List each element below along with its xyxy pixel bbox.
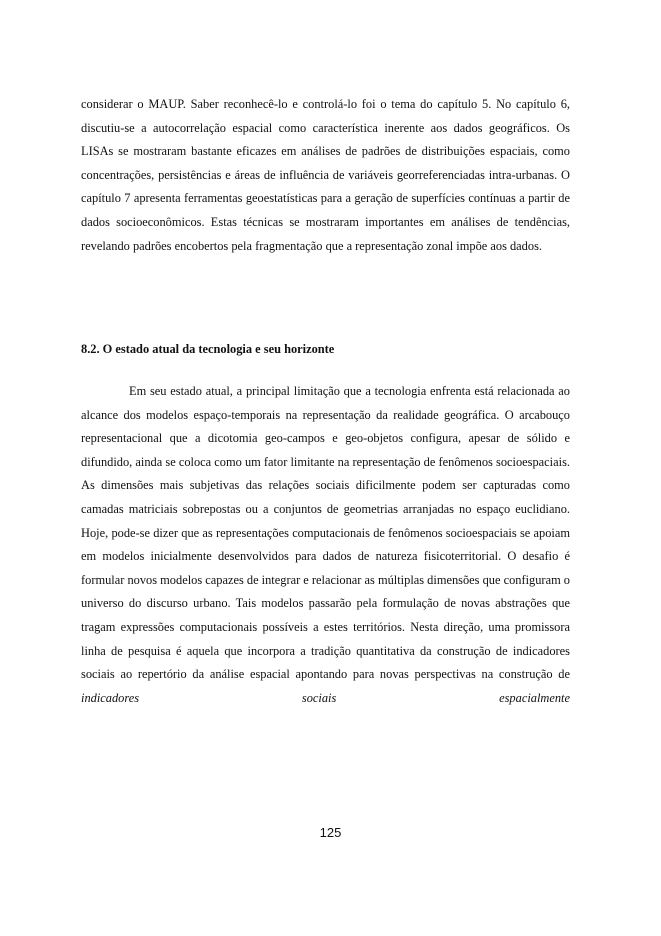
paragraph-text xyxy=(81,380,570,710)
paragraph-body: Em seu estado atual, a principal limitação que a tecnologia enfrenta está relacionada ao alcance dos modelos espaço-temporais na representação da realidade geográfica. O arcabouço representacional que a dicotomia geo-campos e geo-objetos configura, apesar de sólido e difundido, ainda se coloca como um fator limitante na representação de fenômenos socioespaciais. As dimensões mais subjetivas das relações sociais dificilmente podem ser capturadas como camadas matriciais sobrepostas ou a conjuntos de geometrias arranjadas no espaço euclidiano. Hoje, pode-se dizer que as representações computacionais de fenômenos socioespaciais se apoiam em modelos inicialmente desenvolvidos para dados de natureza fisicoterritorial. O desafio é formular novos modelos capazes de integrar e relacionar as múltiplas dimensões que configuram o universo do discurso urbano. Tais modelos passarão pela formulação de novas abstrações que tragam expressões computacionais possíveis a estes territórios. Nesta direção, uma promissora linha de pesquisa é aquela que incorpora a tradição quantitativa da construção de indicadores sociais ao repertório da análise espacial apontando para novas perspectivas na construção de xyxy=(81,384,570,682)
paragraph-chapter-summary xyxy=(81,93,570,258)
emphasized-term: indicadores sociais espacialmente xyxy=(81,690,570,705)
paragraph-text: considerar o MAUP. Saber reconhecê-lo e controlá-lo foi o tema do capítulo 5. No capítulo 6, discutiu-se a autocorrelação espacial como característica inerente aos dados geográficos. Os LISAs se mostraram bastante eficazes em análises de padrões de distribuições espaciais, como concentrações, persistências e áreas de influência de variáveis georreferenciadas intra-urbanas. O capítulo 7 apresenta ferramentas geoestatísticas para a geração de superfícies contínuas a partir de dados socioeconômicos. Estas técnicas se mostraram importantes em análises de tendências, revelando padrões encobertos pela fragmentação que a representação zonal impõe aos dados. xyxy=(81,97,570,253)
paragraph-current-state xyxy=(81,380,570,710)
section-heading: 8.2. O estado atual da tecnologia e seu horizonte xyxy=(81,342,335,356)
page-number: 125 xyxy=(319,825,342,840)
